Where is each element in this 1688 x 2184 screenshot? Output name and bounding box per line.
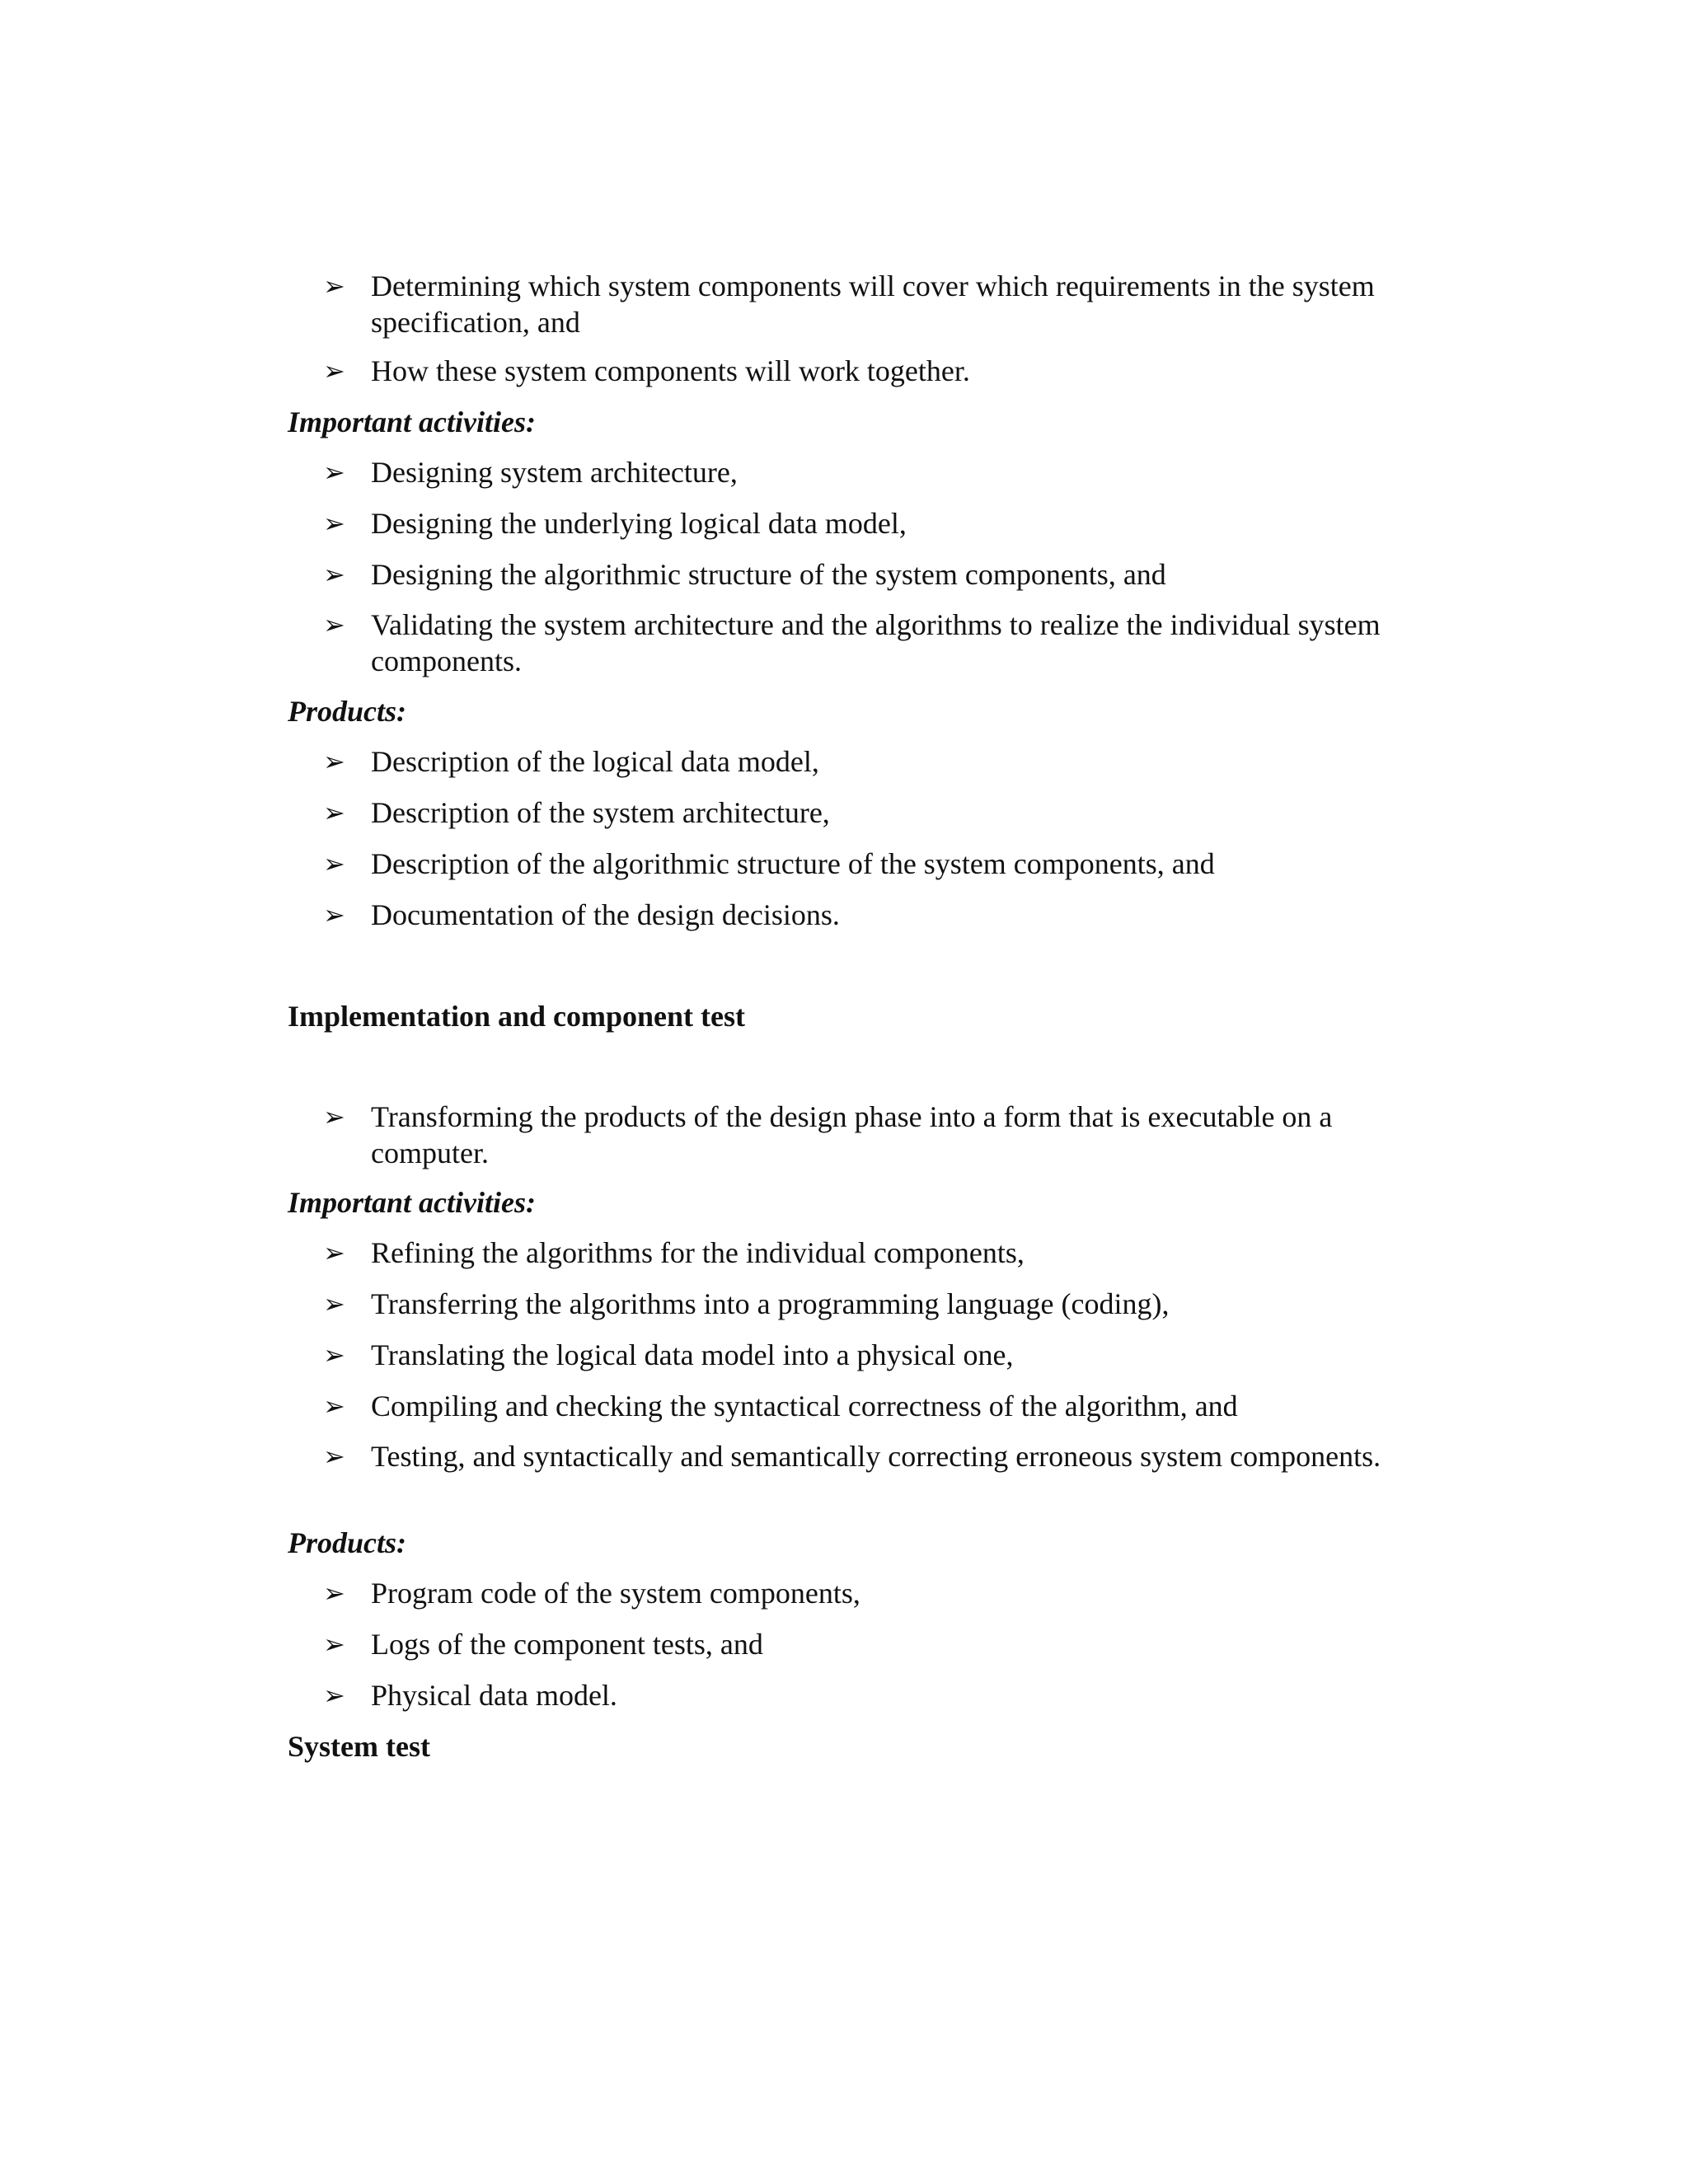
list-item-text: Designing the algorithmic structure of the system components, and (371, 558, 1166, 591)
arrow-bullet-icon: ➢ (323, 355, 345, 387)
products-heading: Products: (288, 1526, 406, 1559)
arrow-bullet-icon: ➢ (323, 1288, 345, 1319)
list-item-text: Determining which system components will cover which requirements in the system specification, and (371, 269, 1375, 339)
list-item-text: Compiling and checking the syntactical correctness of the algorithm, and (371, 1390, 1238, 1422)
list-item-text: Documentation of the design decisions. (371, 898, 840, 931)
arrow-bullet-icon: ➢ (323, 1101, 345, 1132)
activities-heading: Important activities: (288, 405, 536, 438)
list-item-text: Description of the logical data model, (371, 745, 819, 778)
arrow-bullet-icon: ➢ (323, 1339, 345, 1371)
list-item-text: Testing, and syntactically and semantically correcting erroneous system components. (371, 1440, 1381, 1473)
arrow-bullet-icon: ➢ (323, 746, 345, 777)
arrow-bullet-icon: ➢ (323, 1680, 345, 1711)
section-title-implementation: Implementation and component test (288, 1000, 745, 1033)
arrow-bullet-icon: ➢ (323, 270, 345, 302)
arrow-bullet-icon: ➢ (323, 1390, 345, 1422)
arrow-bullet-icon: ➢ (323, 457, 345, 488)
arrow-bullet-icon: ➢ (323, 559, 345, 590)
list-item-text: Translating the logical data model into a physical one, (371, 1338, 1014, 1371)
arrow-bullet-icon: ➢ (323, 609, 345, 640)
list-item-text: Physical data model. (371, 1679, 617, 1712)
list-item-text: Designing system architecture, (371, 456, 738, 489)
list-item-text: Designing the underlying logical data model, (371, 507, 907, 540)
arrow-bullet-icon: ➢ (323, 508, 345, 539)
arrow-bullet-icon: ➢ (323, 1629, 345, 1660)
list-item-text: Program code of the system components, (371, 1577, 860, 1610)
arrow-bullet-icon: ➢ (323, 1577, 345, 1609)
arrow-bullet-icon: ➢ (323, 797, 345, 828)
arrow-bullet-icon: ➢ (323, 1237, 345, 1268)
list-item-text: Transforming the products of the design phase into a form that is executable on a computer. (371, 1100, 1333, 1169)
list-item-text: Description of the algorithmic structure of the system components, and (371, 847, 1215, 880)
list-item-text: Description of the system architecture, (371, 796, 830, 829)
list-item-text: Transferring the algorithms into a programming language (coding), (371, 1287, 1170, 1320)
list-item-text: Refining the algorithms for the individual components, (371, 1236, 1025, 1269)
arrow-bullet-icon: ➢ (323, 848, 345, 879)
activities-heading: Important activities: (288, 1186, 536, 1219)
arrow-bullet-icon: ➢ (323, 899, 345, 930)
list-item-text: Validating the system architecture and the algorithms to realize the individual system components. (371, 608, 1381, 677)
arrow-bullet-icon: ➢ (323, 1441, 345, 1472)
products-heading: Products: (288, 695, 406, 728)
section-title-system-test: System test (288, 1730, 430, 1763)
list-item-text: Logs of the component tests, and (371, 1628, 763, 1661)
list-item-text: How these system components will work together. (371, 354, 970, 387)
